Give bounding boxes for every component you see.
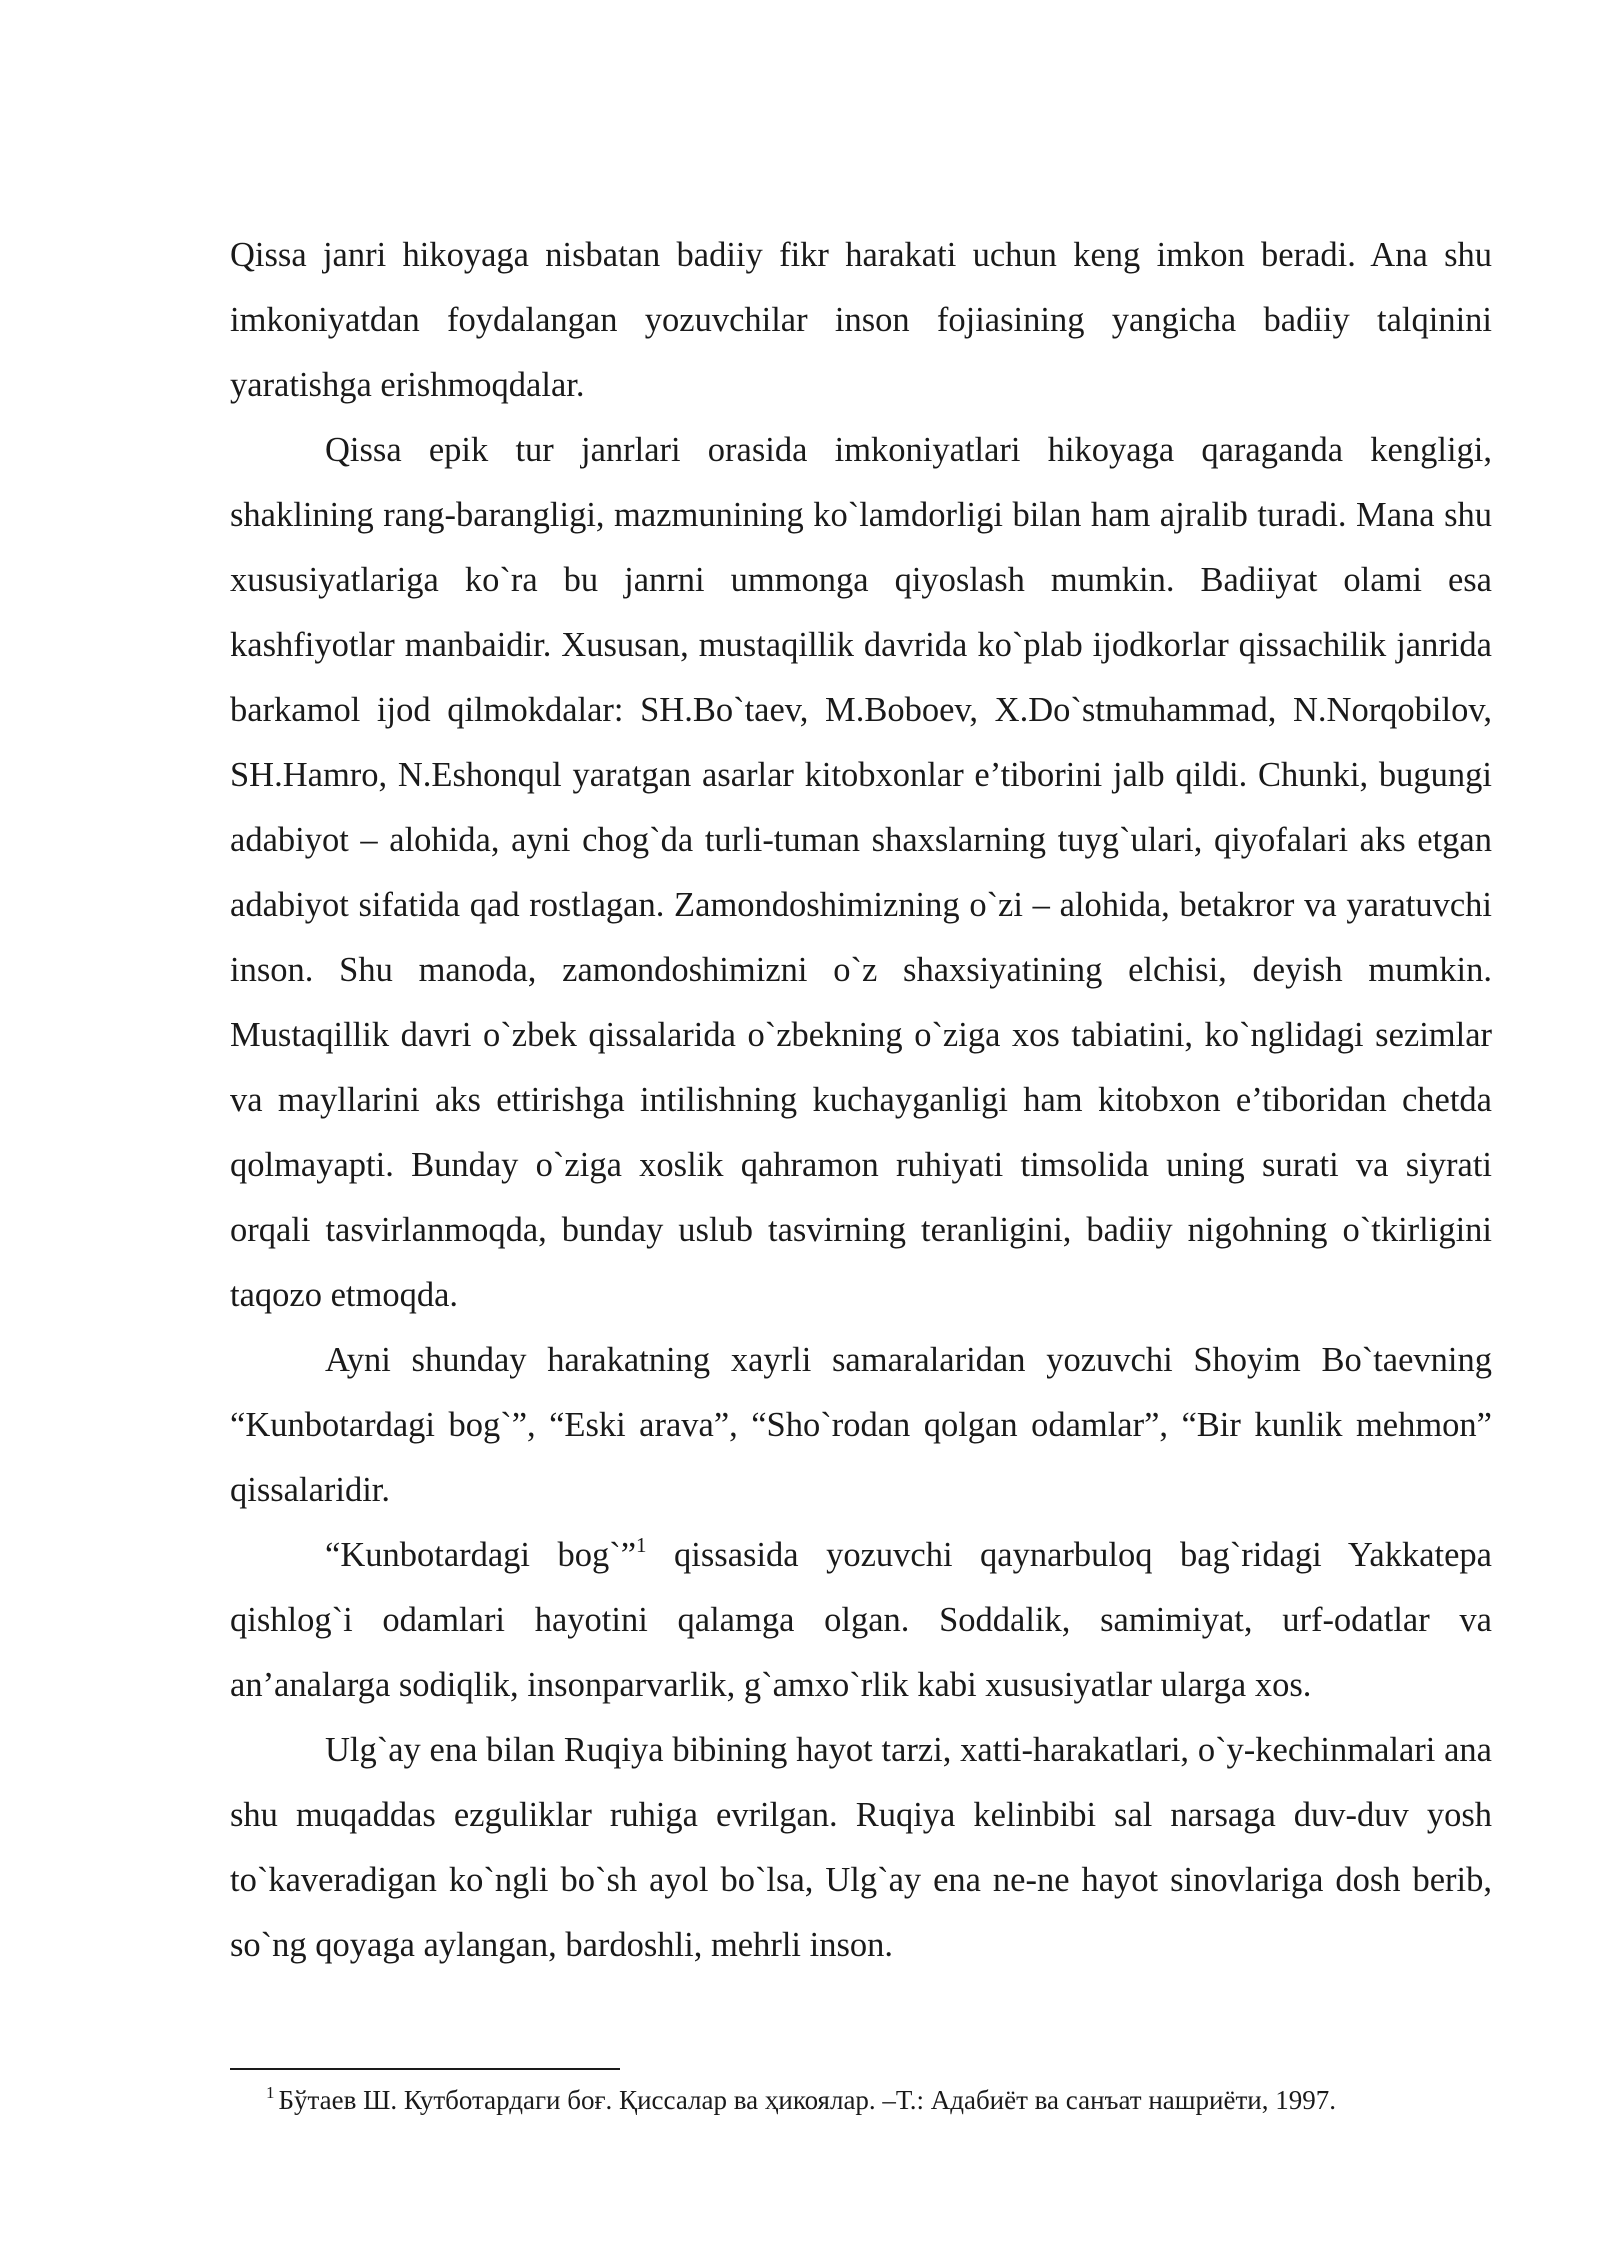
paragraph-4-title: “Kunbotardagi bog`” xyxy=(325,1536,637,1574)
paragraph-3: Ayni shunday harakatning xayrli samaralaridan yozuvchi Shoyim Bo`taevning “Kunbotardagi bog`”, “Eski arava”, “Sho`rodan qolgan odamlar”, “Bir kunlik mehmon” qissalaridir. xyxy=(230,1341,1492,1509)
paragraph-4-text: qissasida yozuvchi qaynarbuloq bag`ridagi Yakkatepa qishlog`i odamlari hayotini qalamga olgan. Soddalik, samimiyat, urf-odatlar va an’analarga sodiqlik, insonparvarlik, g`amxo`rlik kabi xususiyatlar ularga xos. xyxy=(230,1536,1492,1704)
footnote xyxy=(266,2080,1496,2120)
footnote-reference[interactable]: 1 xyxy=(636,1533,647,1557)
footnote-separator xyxy=(230,2068,620,2070)
paragraph-5: Ulg`ay ena bilan Ruqiya bibining hayot tarzi, xatti-harakatlari, o`y-kechinmalari ana shu muqaddas ezguliklar ruhiga evrilgan. Ruqiya kelinbibi sal narsaga duv-duv yosh to`kaveradigan ko`ngli bo`sh ayol bo`lsa, Ulg`ay ena ne-ne hayot sinovlariga dosh berib, so`ng qoyaga aylangan, bardoshli, mehrli inson. xyxy=(230,1731,1492,1964)
footnote-mark: 1 xyxy=(266,2083,275,2102)
paragraph-1: Qissa janri hikoyaga nisbatan badiiy fikr harakati uchun keng imkon beradi. Ana shu imkoniyatdan foydalangan yozuvchilar inson fojiasining yangicha badiiy talqinini yaratishga erishmoqdalar. xyxy=(230,236,1492,404)
footnote-text: Бўтаев Ш. Кутботардаги боғ. Қиссалар ва ҳикоялар. –Т.: Адабиёт ва санъат нашриёти, 1997. xyxy=(278,2085,1336,2115)
paragraph-4 xyxy=(230,1523,1492,1718)
document-body xyxy=(230,223,1492,1978)
paragraph-2: Qissa epik tur janrlari orasida imkoniyatlari hikoyaga qaraganda kengligi, shaklining rang-barangligi, mazmunining ko`lamdorligi bilan ham ajralib turadi. Mana shu xususiyatlariga ko`ra bu janrni ummonga qiyoslash mumkin. Badiiyat olami esa kashfiyotlar manbaidir. Xususan, mustaqillik davrida ko`plab ijodkorlar qissachilik janrida barkamol ijod qilmokdalar: SH.Bo`taev, M.Boboev, X.Do`stmuhammad, N.Norqobilov, SH.Hamro, N.Eshonqul yaratgan asarlar kitobxonlar e’tiborini jalb qildi. Chunki, bugungi adabiyot – alohida, ayni chog`da turli-tuman shaxslarning tuyg`ulari, qiyofalari aks etgan adabiyot sifatida qad rostlagan. Zamondoshimizning o`zi – alohida, betakror va yaratuvchi inson. Shu manoda, zamondoshimizni o`z shaxsiyatining elchisi, deyish mumkin. Mustaqillik davri o`zbek qissalarida o`zbekning o`ziga xos tabiatini, ko`nglidagi sezimlar va mayllarini aks ettirishga intilishning kuchayganligi ham kitobxon e’tiboridan chetda qolmayapti. Bunday o`ziga xoslik qahramon ruhiyati timsolida uning surati va siyrati orqali tasvirlanmoqda, bunday uslub tasvirning teranligini, badiiy nigohning o`tkirligini taqozo etmoqda. xyxy=(230,431,1492,1314)
